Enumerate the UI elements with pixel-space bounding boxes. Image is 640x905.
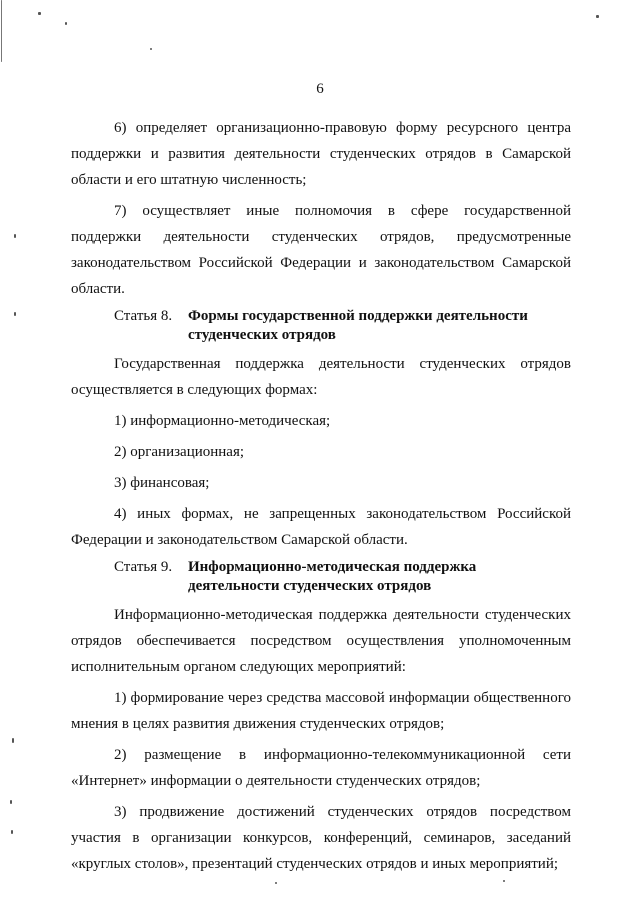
- paragraph: 1) формирование через средства массовой информации общественного мнения в целях развития движения студенческих отрядов;: [71, 690, 571, 732]
- list-item: 1) информационно-методическая;: [114, 413, 331, 429]
- list-item: 3) финансовая;: [114, 475, 210, 491]
- paragraph: Информационно-методическая поддержка деятельности студенческих отрядов обеспечивается посредством осуществления уполномоченным исполнительным органом следующих мероприятий:: [71, 607, 571, 675]
- article-number: Статья 8.: [114, 308, 173, 324]
- scan-speck: [275, 882, 277, 884]
- paragraph: 4) иных формах, не запрещенных законодательством Российской Федерации и законодательством Самарской области.: [71, 506, 571, 548]
- paragraph: Государственная поддержка деятельности студенческих отрядов осуществляется в следующих формах:: [71, 356, 571, 398]
- scan-speck: [14, 234, 16, 238]
- paragraph: 6) определяет организационно-правовую форму ресурсного центра поддержки и развития деятельности студенческих отрядов в Самарской области и его штатную численность;: [71, 120, 571, 188]
- page-edge-line: [1, 0, 2, 62]
- article-number: Статья 9.: [114, 559, 173, 575]
- scan-speck: [12, 738, 14, 743]
- page-number: 6: [316, 81, 324, 97]
- paragraph: 2) размещение в информационно-телекоммуникационной сети «Интернет» информации о деятельности студенческих отрядов;: [71, 747, 571, 789]
- list-item: 2) организационная;: [114, 444, 245, 460]
- scan-speck: [596, 15, 599, 18]
- article-title: Информационно-методическая поддержка деятельности студенческих отрядов: [188, 559, 477, 594]
- scan-speck: [14, 312, 16, 316]
- paragraph: 7) осуществляет иные полномочия в сфере государственной поддержки деятельности студенческих отрядов, предусмотренные законодательством Российской Федерации и законодательством Самарской области.: [71, 203, 571, 297]
- scan-speck: [503, 880, 505, 882]
- scan-speck: [10, 800, 12, 804]
- scan-speck: [150, 48, 152, 50]
- article-heading: [71, 558, 571, 596]
- document-body: [71, 115, 571, 882]
- paragraph: 3) продвижение достижений студенческих отрядов посредством участия в организации конкурсов, конференций, семинаров, заседаний «круглых столов», презентаций студенческих отрядов и иных мероприятий;: [71, 804, 571, 872]
- article-heading: [71, 307, 571, 345]
- scan-speck: [38, 12, 41, 15]
- scan-speck: [11, 830, 13, 834]
- article-title: Формы государственной поддержки деятельности студенческих отрядов: [188, 308, 528, 343]
- scan-speck: [65, 22, 67, 25]
